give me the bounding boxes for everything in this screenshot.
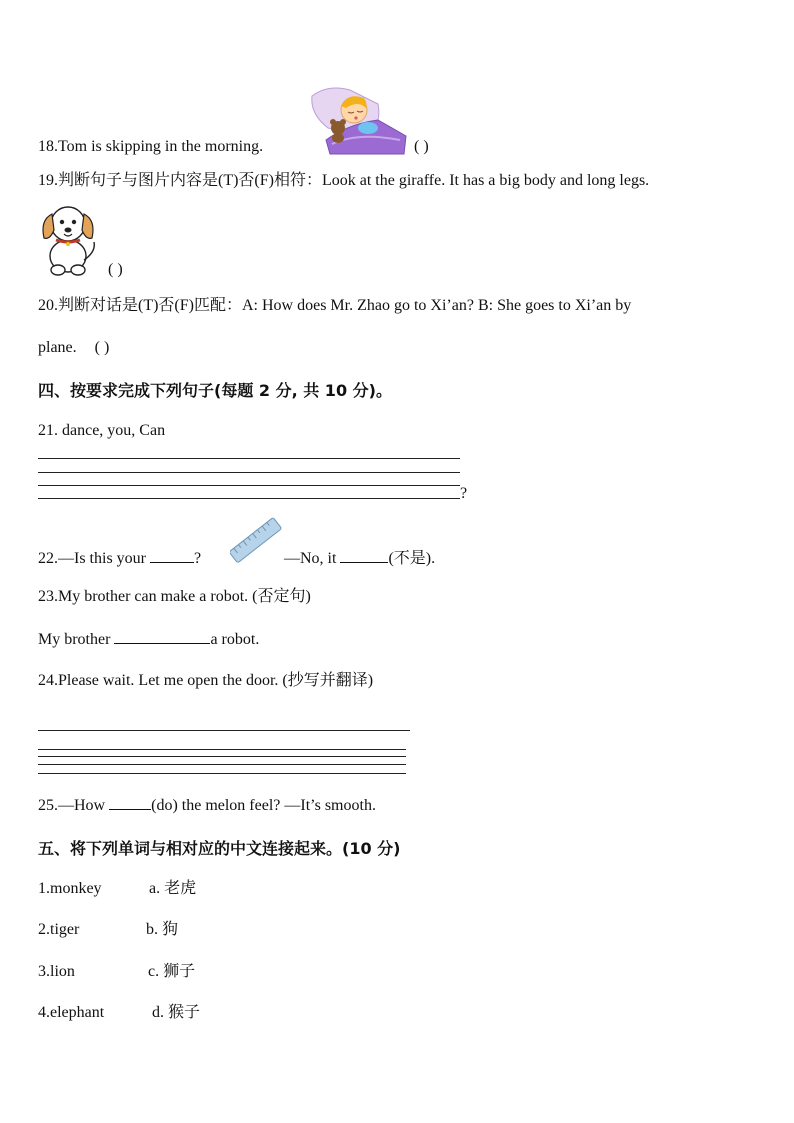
question-23-answer: [38, 629, 259, 650]
question-23-answer-prefix: My brother: [38, 631, 111, 648]
section-5-title: 五、将下列单词与相对应的中文连接起来。(10 分): [38, 839, 401, 858]
copy-line[interactable]: [38, 730, 410, 731]
ruler-icon: [230, 516, 282, 566]
question-23-answer-suffix: a robot.: [210, 631, 260, 648]
question-22-part2: ?: [194, 550, 202, 567]
question-25-blank[interactable]: [109, 795, 151, 810]
question-20-answer-paren[interactable]: ( ): [94, 339, 110, 356]
answer-line[interactable]: [38, 472, 460, 473]
question-22: [38, 548, 201, 569]
question-25-part2: (do) the melon feel? —It’s smooth.: [151, 797, 376, 814]
question-22-part3: —No, it: [284, 550, 337, 567]
question-18: [38, 137, 263, 157]
answer-line[interactable]: [38, 498, 460, 499]
question-21-text: 21. dance, you, Can: [38, 422, 166, 439]
translation-line[interactable]: [38, 773, 406, 774]
matching-meaning[interactable]: c. 狮子: [148, 963, 196, 980]
matching-word[interactable]: 1.monkey: [38, 880, 102, 897]
question-22-blank-2[interactable]: [340, 548, 388, 563]
translation-line[interactable]: [38, 749, 406, 750]
matching-meaning[interactable]: a. 老虎: [149, 880, 197, 897]
question-22-part1: 22.—Is this your: [38, 550, 146, 567]
question-18-answer-paren[interactable]: ( ): [414, 138, 429, 155]
matching-word[interactable]: 3.lion: [38, 963, 75, 980]
question-21-end-mark: ?: [460, 485, 468, 502]
answer-line[interactable]: [38, 485, 460, 486]
matching-word[interactable]: 4.elephant: [38, 1004, 105, 1021]
question-20-line2-text: plane.: [38, 339, 77, 356]
question-25-part1: 25.—How: [38, 797, 106, 814]
matching-word[interactable]: 2.tiger: [38, 921, 80, 938]
matching-meaning[interactable]: b. 狗: [146, 921, 179, 938]
sleeping-boy-icon: [308, 84, 408, 156]
question-23-text: 23.My brother can make a robot. (否定句): [38, 588, 311, 605]
translation-line[interactable]: [38, 764, 406, 765]
question-18-text: 18.Tom is skipping in the morning.: [38, 138, 264, 155]
answer-line[interactable]: [38, 458, 460, 459]
question-20-line1: 20.判断对话是(T)否(F)匹配：A: How does Mr. Zhao go to Xi’an? B: She goes to Xi’an by: [38, 297, 632, 314]
question-22-part4: (不是).: [388, 550, 436, 567]
question-24-text: 24.Please wait. Let me open the door. (抄写并翻译): [38, 672, 374, 689]
question-20-line2: [38, 338, 109, 358]
question-25: [38, 795, 376, 816]
question-19-text: 19.判断句子与图片内容是(T)否(F)相符：Look at the giraffe. It has a big body and long legs.: [38, 172, 650, 189]
matching-meaning[interactable]: d. 猴子: [152, 1004, 201, 1021]
section-4-title: 四、按要求完成下列句子(每题 2 分, 共 10 分)。: [38, 381, 392, 400]
question-19-answer-paren[interactable]: ( ): [108, 261, 123, 278]
question-22-reply: [284, 548, 435, 569]
question-23-blank[interactable]: [114, 629, 210, 644]
question-22-blank-1[interactable]: [150, 548, 194, 563]
translation-line[interactable]: [38, 756, 406, 757]
dog-icon: [36, 200, 100, 276]
